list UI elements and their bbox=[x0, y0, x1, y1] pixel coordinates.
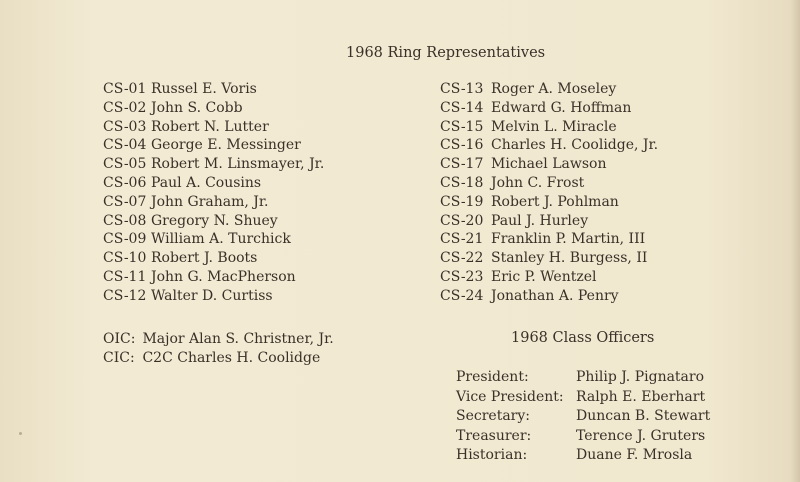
list-item bbox=[103, 136, 324, 155]
list-item bbox=[103, 174, 324, 193]
rep-name: Eric P. Wentzel bbox=[491, 268, 597, 285]
list-item bbox=[440, 155, 658, 174]
officer-name: Terence J. Gruters bbox=[576, 427, 706, 444]
list-item bbox=[440, 230, 658, 249]
rep-name: Paul A. Cousins bbox=[151, 174, 262, 191]
rep-code: CS-03 bbox=[103, 118, 147, 135]
list-item bbox=[103, 193, 324, 212]
oic-line bbox=[103, 330, 334, 349]
rep-name: Stanley H. Burgess, II bbox=[491, 250, 648, 267]
list-item bbox=[440, 174, 658, 193]
rep-code: CS-09 bbox=[103, 231, 147, 248]
list-item bbox=[440, 193, 658, 212]
list-item bbox=[440, 212, 658, 231]
list-item bbox=[440, 136, 658, 155]
ring-reps-left-list bbox=[103, 80, 324, 306]
rep-name: John G. MacPherson bbox=[151, 268, 296, 285]
list-item bbox=[103, 268, 324, 287]
rep-name: Russel E. Voris bbox=[151, 81, 257, 97]
rep-name: Robert N. Lutter bbox=[151, 118, 269, 135]
rep-code: CS-18 bbox=[440, 174, 484, 191]
rep-name: Walter D. Curtiss bbox=[151, 287, 273, 304]
rep-code: CS-19 bbox=[440, 193, 484, 210]
rep-code: CS-22 bbox=[440, 250, 484, 267]
rep-name: George E. Messinger bbox=[151, 137, 301, 154]
rep-code: CS-10 bbox=[103, 250, 147, 267]
rep-code: CS-04 bbox=[103, 137, 147, 154]
list-item bbox=[456, 407, 710, 427]
list-item bbox=[456, 388, 710, 408]
page-title: 1968 Ring Representatives bbox=[346, 45, 546, 61]
list-item bbox=[440, 268, 658, 287]
rep-name: Charles H. Coolidge, Jr. bbox=[491, 137, 659, 154]
list-item bbox=[103, 249, 324, 268]
rep-name: Gregory N. Shuey bbox=[151, 212, 278, 229]
rep-name: William A. Turchick bbox=[151, 231, 291, 248]
list-item bbox=[456, 446, 710, 466]
cic-line bbox=[103, 349, 320, 368]
oic-label: OIC: bbox=[103, 331, 136, 347]
page-edge-shadow bbox=[790, 0, 800, 482]
rep-code: CS-16 bbox=[440, 137, 484, 154]
list-item bbox=[440, 249, 658, 268]
paper-speck bbox=[19, 432, 22, 435]
rep-code: CS-15 bbox=[440, 118, 484, 135]
list-item bbox=[456, 427, 710, 447]
list-item bbox=[103, 80, 324, 99]
officer-name: Philip J. Pignataro bbox=[576, 369, 705, 385]
rep-code: CS-23 bbox=[440, 268, 484, 285]
list-item bbox=[103, 230, 324, 249]
rep-code: CS-05 bbox=[103, 156, 147, 173]
rep-name: Robert M. Linsmayer, Jr. bbox=[151, 156, 325, 173]
list-item bbox=[103, 99, 324, 118]
officers-title: 1968 Class Officers bbox=[511, 330, 655, 346]
rep-name: Roger A. Moseley bbox=[491, 81, 617, 97]
list-item bbox=[103, 118, 324, 137]
rep-name: John C. Frost bbox=[491, 174, 585, 191]
rep-name: Melvin L. Miracle bbox=[491, 118, 617, 135]
rep-code: CS-01 bbox=[103, 81, 147, 97]
rep-code: CS-02 bbox=[103, 99, 147, 116]
officer-name: Duane F. Mrosla bbox=[576, 447, 693, 463]
list-item bbox=[440, 80, 658, 99]
rep-code: CS-08 bbox=[103, 212, 147, 229]
list-item bbox=[440, 118, 658, 137]
rep-code: CS-14 bbox=[440, 99, 484, 116]
officer-name: Duncan B. Stewart bbox=[576, 408, 711, 424]
list-item bbox=[440, 99, 658, 118]
rep-code: CS-21 bbox=[440, 231, 484, 248]
rep-name: Edward G. Hoffman bbox=[491, 99, 632, 116]
officer-role: President: bbox=[456, 369, 529, 385]
officer-role: Historian: bbox=[456, 447, 528, 463]
cic-value: C2C Charles H. Coolidge bbox=[142, 350, 321, 366]
rep-name: Michael Lawson bbox=[491, 156, 607, 173]
list-item bbox=[103, 155, 324, 174]
rep-name: John S. Cobb bbox=[151, 99, 243, 116]
list-item bbox=[103, 287, 324, 306]
cic-label: CIC: bbox=[103, 350, 135, 366]
officer-name: Ralph E. Eberhart bbox=[576, 388, 706, 405]
rep-name: Franklin P. Martin, III bbox=[491, 231, 646, 248]
officer-role: Secretary: bbox=[456, 408, 530, 424]
oic-value: Major Alan S. Christner, Jr. bbox=[142, 331, 334, 347]
class-officers-list bbox=[456, 368, 710, 466]
officer-role: Vice President: bbox=[456, 388, 564, 405]
list-item bbox=[103, 212, 324, 231]
rep-name: Jonathan A. Penry bbox=[491, 287, 619, 304]
officer-role: Treasurer: bbox=[456, 427, 532, 444]
rep-code: CS-11 bbox=[103, 268, 147, 285]
rep-code: CS-17 bbox=[440, 156, 484, 173]
rep-code: CS-06 bbox=[103, 174, 147, 191]
rep-code: CS-20 bbox=[440, 212, 484, 229]
list-item bbox=[456, 368, 710, 388]
rep-name: Paul J. Hurley bbox=[491, 212, 589, 229]
ring-reps-right-list bbox=[440, 80, 658, 306]
rep-name: Robert J. Boots bbox=[151, 250, 258, 267]
rep-code: CS-24 bbox=[440, 287, 484, 304]
rep-code: CS-12 bbox=[103, 287, 147, 304]
rep-code: CS-07 bbox=[103, 193, 147, 210]
rep-code: CS-13 bbox=[440, 81, 484, 97]
list-item bbox=[440, 287, 658, 306]
rep-name: John Graham, Jr. bbox=[151, 193, 269, 210]
rep-name: Robert J. Pohlman bbox=[491, 193, 619, 210]
